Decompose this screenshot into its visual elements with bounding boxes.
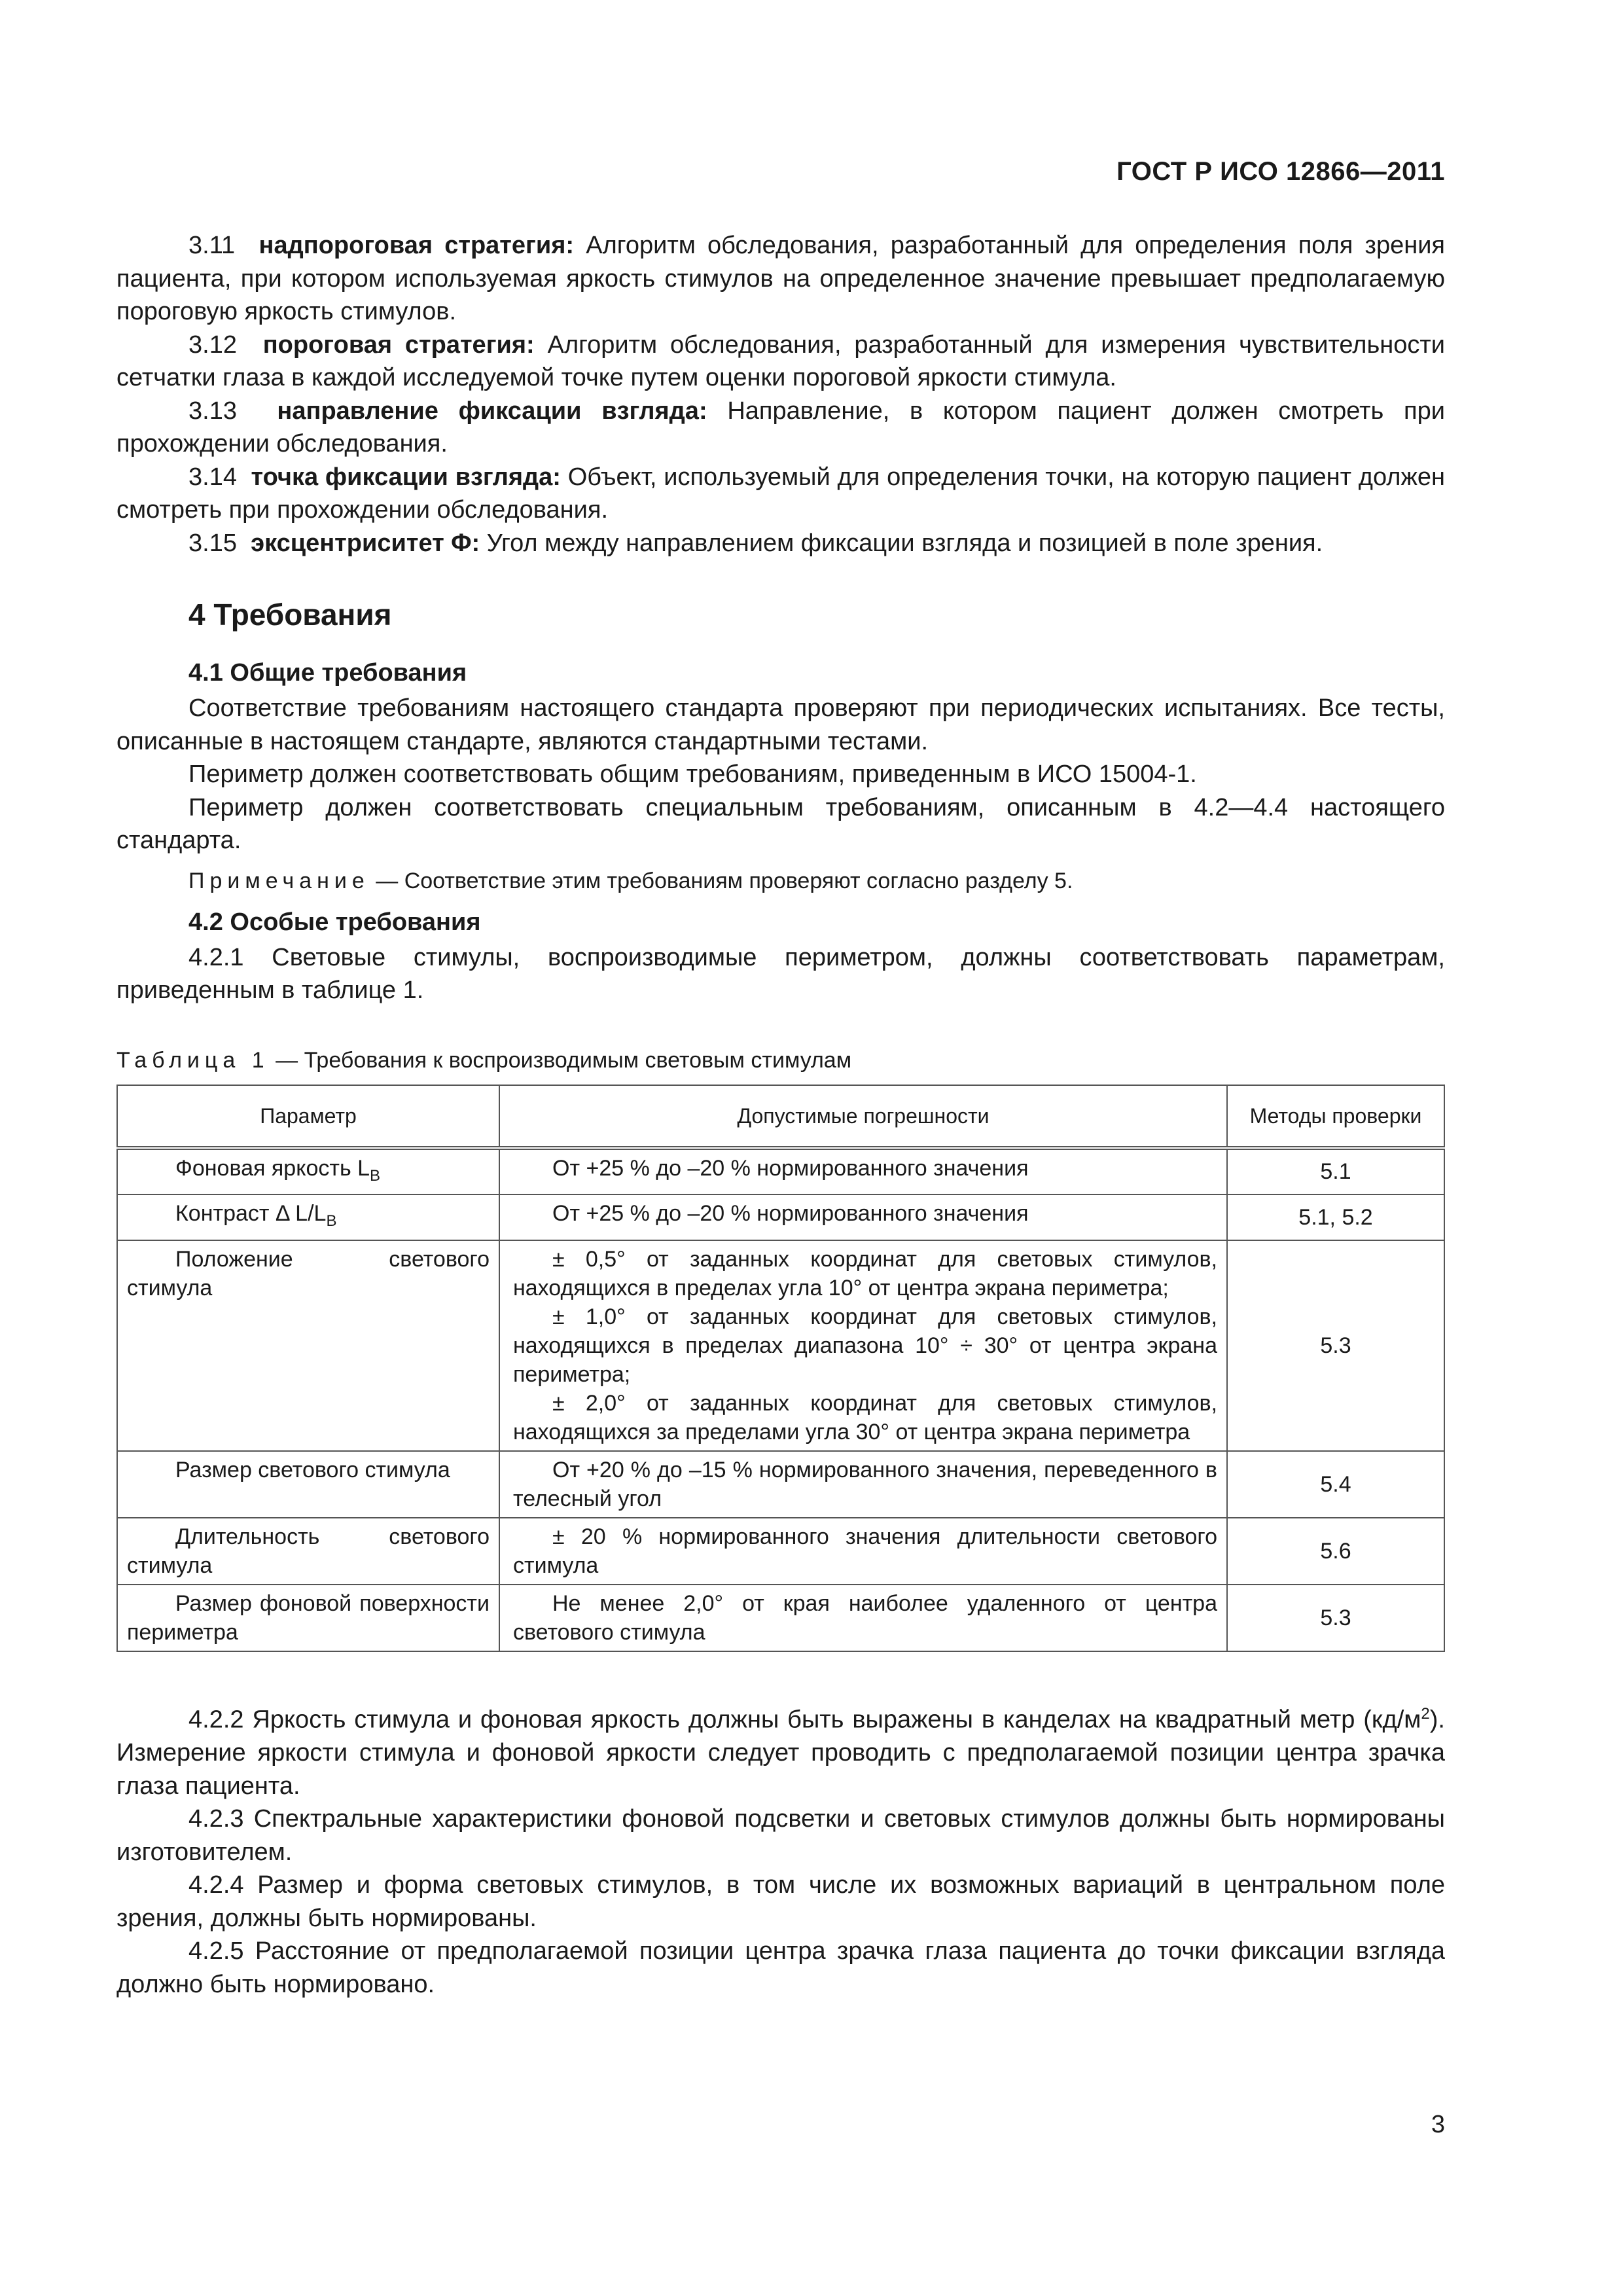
document-header: ГОСТ Р ИСО 12866—2011 bbox=[1116, 157, 1445, 186]
cell-tolerance: Не менее 2,0° от края наиболее удаленного от центра светового стимула bbox=[499, 1585, 1227, 1651]
paragraph-4-2-5: 4.2.5 Расстояние от предполагаемой позиции центра зрачка глаза пациента до точки фиксации взгляда должно быть нормировано. bbox=[116, 1937, 1445, 1998]
note: Примечание — Соответствие этим требованиям проверяют согласно разделу 5. bbox=[188, 868, 1073, 893]
paragraph-4-2-1: 4.2.1 Световые стимулы, воспроизводимые периметром, должны соответствовать параметрам, приведенным в таблице 1. bbox=[116, 943, 1445, 1004]
cell-method: 5.1, 5.2 bbox=[1227, 1194, 1444, 1240]
definition-3-11: 3.11 надпороговая стратегия: Алгоритм обследования, разработанный для определения поля зрения пациента, при котором используемая яркость стимулов на определенное значение превышает предполагаемую пороговую яркость стимулов. bbox=[116, 232, 1446, 325]
table-header-row bbox=[117, 1085, 1444, 1148]
column-header: Методы проверки bbox=[1227, 1085, 1444, 1148]
cell-tolerance: От +25 % до –20 % нормированного значения bbox=[499, 1194, 1227, 1240]
definition-3-13: 3.13 направление фиксации взгляда: Направление, в котором пациент должен смотреть при прохождении обследования. bbox=[116, 397, 1445, 457]
table-row bbox=[117, 1451, 1444, 1518]
cell-method: 5.1 bbox=[1227, 1148, 1444, 1195]
paragraph: Периметр должен соответствовать общим требованиям, приведенным в ИСО 15004-1. bbox=[188, 761, 1197, 788]
note-label: Примечание bbox=[188, 868, 370, 893]
cell-method: 5.3 bbox=[1227, 1240, 1444, 1451]
subsection-title-4-2: 4.2 Особые требования bbox=[188, 908, 481, 936]
paragraph-4-2-3: 4.2.3 Спектральные характеристики фоновой подсветки и световых стимулов должны быть нормированы изготовителем. bbox=[116, 1805, 1445, 1866]
table-row bbox=[117, 1518, 1444, 1585]
page-content bbox=[116, 229, 1445, 2001]
cell-tolerance: От +25 % до –20 % нормированного значения bbox=[499, 1148, 1227, 1195]
cell-param: Размер фоновой поверхности периметра bbox=[117, 1585, 499, 1651]
requirements-table bbox=[116, 1085, 1445, 1653]
table-row bbox=[117, 1585, 1444, 1651]
paragraph-4-2-2: 4.2.2 Яркость стимула и фоновая яркость должны быть выражены в канделах на квадратный метр $(кд/м^2)$. Измерение яркости стимула и фоновой яркости следует проводить с предполагаемой позиции центра зрачка глаза пациента. bbox=[116, 1705, 1445, 1800]
term: направление фиксации взгляда: bbox=[277, 397, 707, 425]
table-row bbox=[117, 1240, 1444, 1451]
cell-method: 5.6 bbox=[1227, 1518, 1444, 1585]
cell-param: Размер светового стимула bbox=[117, 1451, 499, 1518]
term: пороговая стратегия: bbox=[262, 331, 535, 359]
paragraph-4-2-4: 4.2.4 Размер и форма световых стимулов, в том числе их возможных вариаций в центральном поле зрения, должны быть нормированы. bbox=[116, 1871, 1445, 1932]
cell-param: Контраст Δ $L/L_B$ bbox=[117, 1194, 499, 1240]
column-header: Допустимые погрешности bbox=[499, 1085, 1227, 1148]
cell-tolerance: ± 0,5° от заданных координат для световых стимулов, находящихся в пределах угла 10° от центра экрана периметра; ± 1,0° от заданных координат для световых стимулов, находящихся в пределах диапазона 10° ÷ 30° от центра экрана периметра; ± 2,0° от заданных координат для световых стимулов, находящихся за пределами угла 30° от центра экрана периметра bbox=[499, 1240, 1227, 1451]
definition-3-12: 3.12 пороговая стратегия: Алгоритм обследования, разработанный для измерения чувствительности сетчатки глаза в каждой исследуемой точке путем оценки пороговой яркости стимула. bbox=[116, 331, 1446, 391]
definition-3-15: 3.15 эксцентриситет Φ: Угол между направлением фиксации взгляда и позицией в поле зрения. bbox=[188, 529, 1323, 557]
section-title: 4 Требования bbox=[188, 598, 392, 632]
cell-param: Фоновая яркость $L_B$ bbox=[117, 1148, 499, 1195]
cell-tolerance: От +20 % до –15 % нормированного значения, переведенного в телесный угол bbox=[499, 1451, 1227, 1518]
cell-tolerance: ± 20 % нормированного значения длительности светового стимула bbox=[499, 1518, 1227, 1585]
term: надпороговая стратегия: bbox=[259, 232, 575, 259]
column-header: Параметр bbox=[117, 1085, 499, 1148]
definition-3-14: 3.14 точка фиксации взгляда: Объект, используемый для определения точки, на которую пациент должен смотреть при прохождении обследования. bbox=[116, 463, 1445, 524]
table-row bbox=[117, 1194, 1444, 1240]
paragraph: Периметр должен соответствовать специальным требованиям, описанным в 4.2—4.4 настоящего стандарта. bbox=[116, 793, 1445, 854]
term: эксцентриситет Φ: bbox=[251, 529, 480, 557]
table-row bbox=[117, 1148, 1444, 1195]
cell-method: 5.3 bbox=[1227, 1585, 1444, 1651]
cell-param: Длительность светового стимула bbox=[117, 1518, 499, 1585]
cell-method: 5.4 bbox=[1227, 1451, 1444, 1518]
table-caption: Таблица 1 — Требования к воспроизводимым световым стимулам bbox=[116, 1047, 852, 1073]
page-number: 3 bbox=[1431, 2111, 1445, 2138]
term: точка фиксации взгляда: bbox=[251, 463, 561, 491]
paragraph: Соответствие требованиям настоящего стандарта проверяют при периодических испытаниях. Все тесты, описанные в настоящем стандарте, являются стандартными тестами. bbox=[116, 694, 1445, 755]
subsection-title-4-1: 4.1 Общие требования bbox=[188, 659, 467, 687]
cell-param: Положение светового стимула bbox=[117, 1240, 499, 1451]
